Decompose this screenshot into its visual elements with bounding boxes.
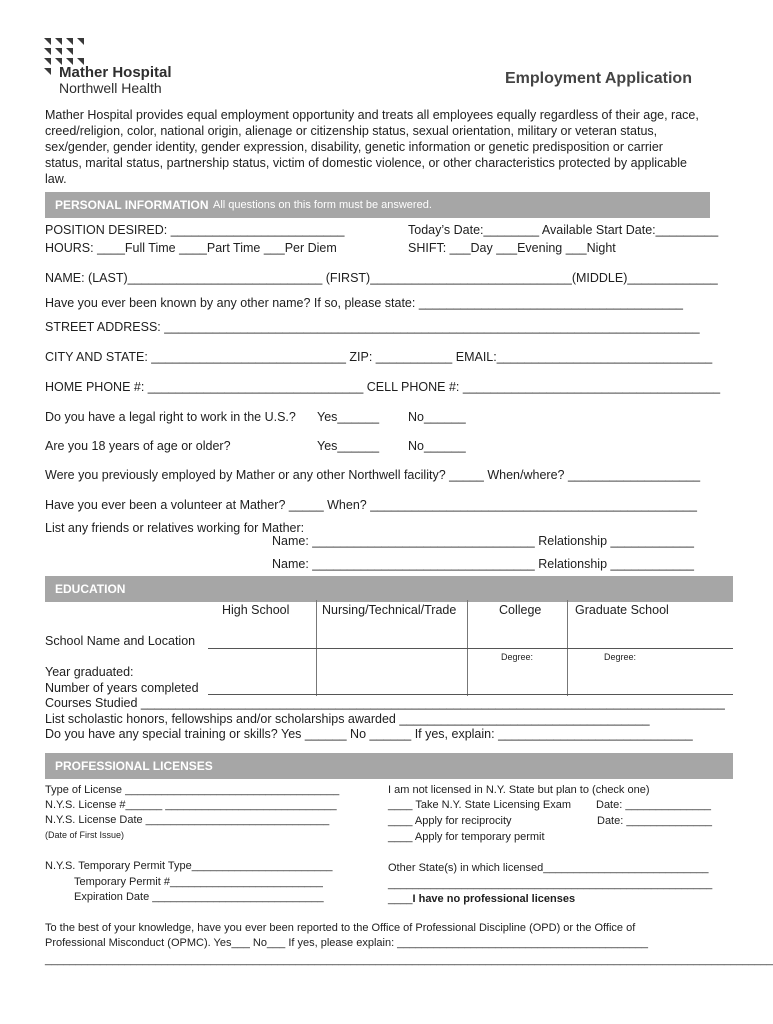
age-no[interactable]: No______ <box>408 439 466 453</box>
intro-line-3: sex/gender, gender identity, gender expression, disability, genetic information or genetic predisposition or carrier <box>45 140 663 154</box>
volunteer-field[interactable]: Have you ever been a volunteer at Mather? _____ When? _______________________________________________ <box>45 498 697 512</box>
personal-info-heading: PERSONAL INFORMATION <box>55 198 209 212</box>
col-college: College <box>499 603 542 617</box>
discipline-question-line-1: To the best of your knowledge, have you ever been reported to the Office of Professional Discipline (OPD) or the Office of <box>45 922 636 934</box>
logo-subtitle: Northwell Health <box>59 80 162 96</box>
license-date-field[interactable]: N.Y.S. License Date ______________________________ <box>45 814 330 826</box>
expiration-date-field[interactable]: Expiration Date ____________________________ <box>74 891 324 903</box>
education-heading: EDUCATION <box>55 582 126 596</box>
legal-right-no[interactable]: No______ <box>408 410 466 424</box>
col-high-school: High School <box>222 603 290 617</box>
page-title: Employment Application <box>505 70 692 87</box>
other-states-line[interactable]: _____________________________________________________ <box>388 878 713 890</box>
phone-field[interactable]: HOME PHONE #: _______________________________ CELL PHONE #: _____________________________________ <box>45 380 721 394</box>
training-field[interactable]: Do you have any special training or skills? Yes ______ No ______ If yes, explain: ____________________________ <box>45 727 693 741</box>
exam-date-field[interactable]: Date: ______________ <box>596 799 711 811</box>
other-states-field[interactable]: Other State(s) in which licensed___________________________ <box>388 862 709 874</box>
name-field[interactable]: NAME: (LAST)____________________________ (FIRST)_____________________________(MIDDLE)_____________ <box>45 271 718 285</box>
take-exam-option[interactable]: ____ Take N.Y. State Licensing Exam <box>388 799 572 811</box>
previously-employed-field[interactable]: Were you previously employed by Mather or any other Northwell facility? _____ When/where? ___________________ <box>45 468 701 482</box>
hours-field[interactable]: HOURS: ____Full Time ____Part Time ___Per Diem <box>45 241 337 255</box>
intro-line-4: status, marital status, partnership status, victim of domestic violence, or other characteristics protected by applicable <box>45 156 687 170</box>
year-graduated-label: Year graduated: <box>45 665 134 679</box>
reciprocity-option[interactable]: ____ Apply for reciprocity <box>388 815 512 827</box>
temp-permit-number-field[interactable]: Temporary Permit #_________________________ <box>74 876 323 888</box>
reciprocity-date-field[interactable]: Date: ______________ <box>597 815 712 827</box>
college-degree-label: Degree: <box>501 652 534 662</box>
no-license-option[interactable] <box>388 893 575 905</box>
personal-info-subheading: All questions on this form must be answered. <box>213 199 432 211</box>
friend-name-field-1[interactable]: Name: ________________________________ Relationship ____________ <box>272 534 694 548</box>
street-address-field[interactable]: STREET ADDRESS: _____________________________________________________________________________ <box>45 320 700 334</box>
age-question: Are you 18 years of age or older? <box>45 439 231 453</box>
col-nursing: Nursing/Technical/Trade <box>322 603 457 617</box>
honors-field[interactable]: List scholastic honors, fellowships and/or scholarships awarded ____________________________________ <box>45 712 650 726</box>
nys-license-field[interactable]: N.Y.S. License #______ ____________________________ <box>45 799 337 811</box>
no-license-blank: ____ <box>388 893 413 905</box>
shift-field[interactable]: SHIFT: ___Day ___Evening ___Night <box>408 241 616 255</box>
courses-field[interactable]: Courses Studied ____________________________________________________________________________________ <box>45 696 725 710</box>
licenses-heading: PROFESSIONAL LICENSES <box>55 759 213 773</box>
first-issue-note: (Date of First Issue) <box>45 830 125 840</box>
licenses-header <box>45 753 733 779</box>
age-yes[interactable]: Yes______ <box>317 439 380 453</box>
discipline-question-line-2[interactable]: Professional Misconduct (OPMC). Yes___ No___ If yes, please explain: _________________________________________ <box>45 937 649 949</box>
education-header <box>45 576 733 602</box>
not-licensed-label: I am not licensed in N.Y. State but plan to (check one) <box>388 784 650 796</box>
no-license-label: I have no professional licenses <box>412 893 576 905</box>
legal-right-question: Do you have a legal right to work in the U.S.? <box>45 410 296 424</box>
discipline-explain-line[interactable]: _______________________________________________________________________________________________________________________ <box>45 954 773 966</box>
years-completed-label: Number of years completed <box>45 681 199 695</box>
logo-name: Mather Hospital <box>59 64 172 81</box>
dates-field[interactable]: Today’s Date:________ Available Start Date:_________ <box>408 223 719 237</box>
years-completed-line <box>208 694 733 695</box>
intro-line-5: law. <box>45 172 67 186</box>
temp-permit-option[interactable]: ____ Apply for temporary permit <box>388 831 545 843</box>
other-name-field[interactable]: Have you ever been known by any other name? If so, please state: ______________________________________ <box>45 296 684 310</box>
city-state-field[interactable]: CITY AND STATE: ____________________________ ZIP: ___________ EMAIL:_______________________________ <box>45 350 713 364</box>
intro-line-2: creed/religion, color, national origin, alienage or citizenship status, sexual orientation, military or veteran status, <box>45 124 658 138</box>
intro-line-1: Mather Hospital provides equal employment opportunity and treats all employees equally regardless of their age, race, <box>45 108 699 122</box>
personal-info-header <box>45 192 710 218</box>
school-name-line <box>208 648 733 649</box>
col-graduate: Graduate School <box>575 603 669 617</box>
legal-right-yes[interactable]: Yes______ <box>317 410 380 424</box>
friend-name-field-2[interactable]: Name: ________________________________ Relationship ____________ <box>272 557 694 571</box>
position-desired-field[interactable]: POSITION DESIRED: _________________________ <box>45 223 345 237</box>
temp-permit-type-field[interactable]: N.Y.S. Temporary Permit Type_______________________ <box>45 860 333 872</box>
friends-label: List any friends or relatives working for Mather: <box>45 521 305 535</box>
school-name-label: School Name and Location <box>45 634 196 648</box>
graduate-degree-label: Degree: <box>604 652 637 662</box>
license-type-field[interactable]: Type of License ___________________________________ <box>45 784 340 796</box>
